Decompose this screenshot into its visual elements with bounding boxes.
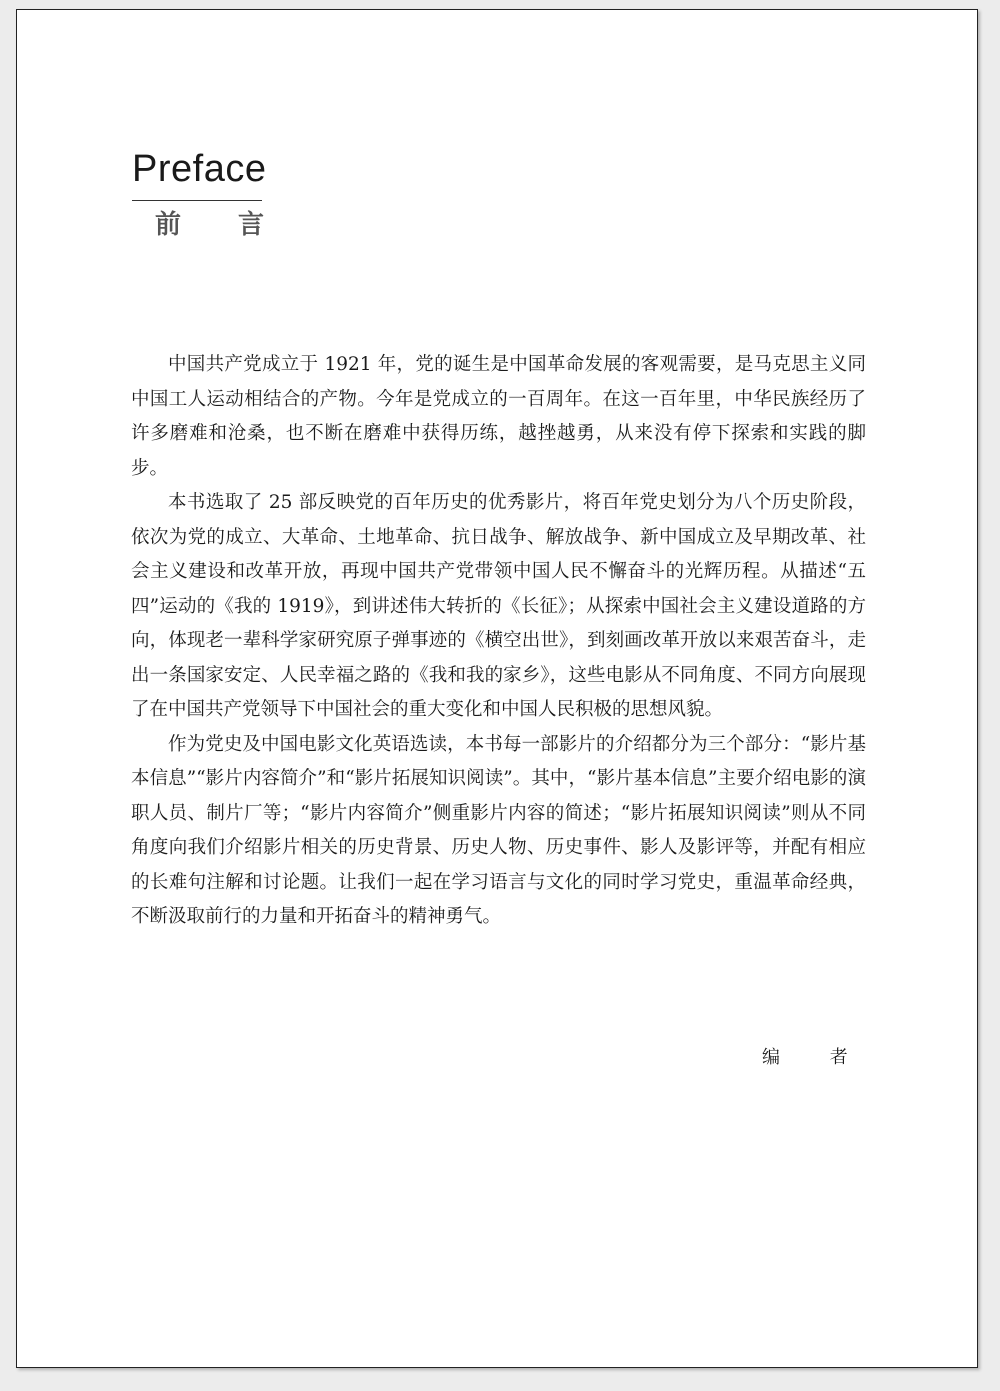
author-signature: 编 者 [762,1047,870,1068]
paragraph: 本书选取了 25 部反映党的百年历史的优秀影片，将百年党史划分为八个历史阶段，依次为党的成立、大革命、土地革命、抗日战争、解放战争、新中国成立及早期改革、社会主义建设和改革开放，再现中国共产党带领中国人民不懈奋斗的光辉历程。从描述“五四”运动的《我的 1919》，到讲述伟大转折的《长征》；从探索中国社会主义建设道路的方向，体现老一辈科学家研究原子弹事迹的《横空出世》，到刻画改革开放以来艰苦奋斗，走出一条国家安定、人民幸福之路的《我和我的家乡》，这些电影从不同角度、不同方向展现了在中国共产党领导下中国社会的重大变化和中国人民积极的思想风貌。 [131,492,866,720]
title-divider [132,200,262,201]
document-page [16,9,978,1368]
page-title: Preface [132,148,267,190]
paragraph: 作为党史及中国电影文化英语选读，本书每一部影片的介绍都分为三个部分：“影片基本信息”“影片内容简介”和“影片拓展知识阅读”。其中，“影片基本信息”主要介绍电影的演职人员、制片厂等；“影片内容简介”侧重影片内容的简述；“影片拓展知识阅读”则从不同角度向我们介绍影片相关的历史背景、历史人物、历史事件、影人及影评等，并配有相应的长难句注解和讨论题。让我们一起在学习语言与文化的同时学习党史，重温革命经典，不断汲取前行的力量和开拓奋斗的精神勇气。 [131,733,866,927]
paragraph: 中国共产党成立于 1921 年，党的诞生是中国革命发展的客观需要，是马克思主义同中国工人运动相结合的产物。今年是党成立的一百周年。在这一百年里，中华民族经历了许多磨难和沧桑，也不断在磨难中获得历练，越挫越勇，从来没有停下探索和实践的脚步。 [131,354,866,479]
preface-body [131,348,866,935]
page-subtitle: 前 言 [155,210,289,240]
